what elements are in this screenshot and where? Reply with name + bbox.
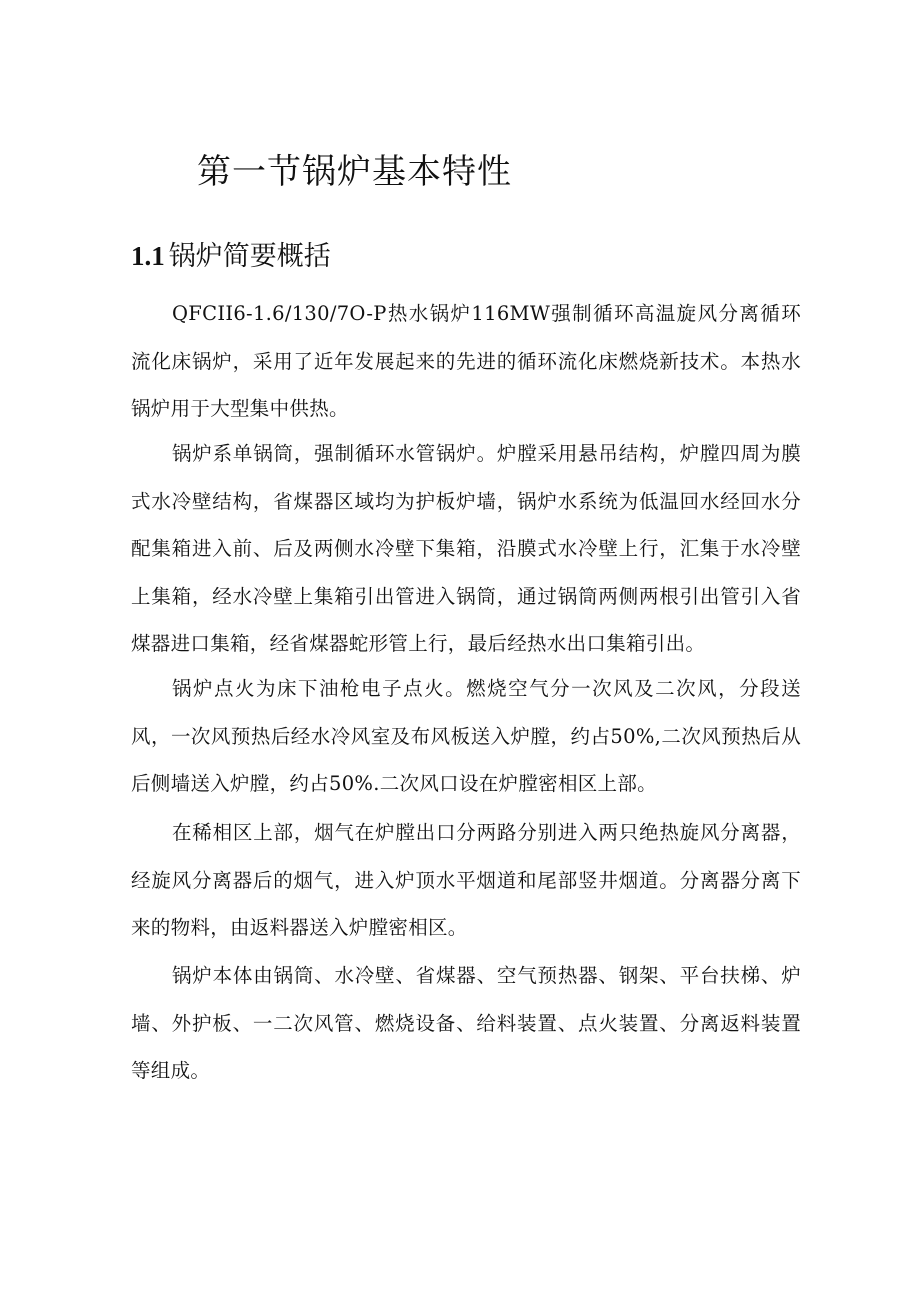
section-heading (131, 236, 331, 277)
page-title: 第一节锅炉基本特性 (197, 152, 512, 192)
paragraph-flue-gas: 在稀相区上部，烟气在炉膛出口分两路分别进入两只绝热旋风分离器，经旋风分离器后的烟气，进入炉顶水平烟道和尾部竖井烟道。分离器分离下来的物料，由返料器送入炉膛密相区。 (131, 821, 801, 939)
paragraph-overview: QFCII6-1.6/130/7O-P热水锅炉116MW强制循环高温旋风分离循环流化床锅炉，采用了近年发展起来的先进的循环流化床燃烧新技术。本热水锅炉用于大型集中供热。 (131, 302, 801, 420)
paragraph-ignition-air: 锅炉点火为床下油枪电子点火。燃烧空气分一次风及二次风，分段送风，一次风预热后经水冷风室及布风板送入炉膛，约占50%,二次风预热后从后侧墙送入炉膛，约占50%.二次风口设在炉膛密相区上部。 (131, 677, 801, 795)
paragraph-water-system: 锅炉系单锅筒，强制循环水管锅炉。炉膛采用悬吊结构，炉膛四周为膜式水冷壁结构，省煤器区域均为护板炉墙，锅炉水系统为低温回水经回水分配集箱进入前、后及两侧水冷壁下集箱，沿膜式水冷壁上行，汇集于水冷壁上集箱，经水冷壁上集箱引出管进入锅筒，通过锅筒两侧两根引出管引入省煤器进口集箱，经省煤器蛇形管上行，最后经热水出口集箱引出。 (131, 442, 801, 655)
section-heading-text: 锅炉简要概括 (168, 241, 331, 272)
paragraph-components: 锅炉本体由锅筒、水冷壁、省煤器、空气预热器、钢架、平台扶梯、炉墙、外护板、一二次风管、燃烧设备、给料装置、点火装置、分离返料装置等组成。 (131, 964, 801, 1082)
section-number: 1.1 (131, 241, 165, 271)
